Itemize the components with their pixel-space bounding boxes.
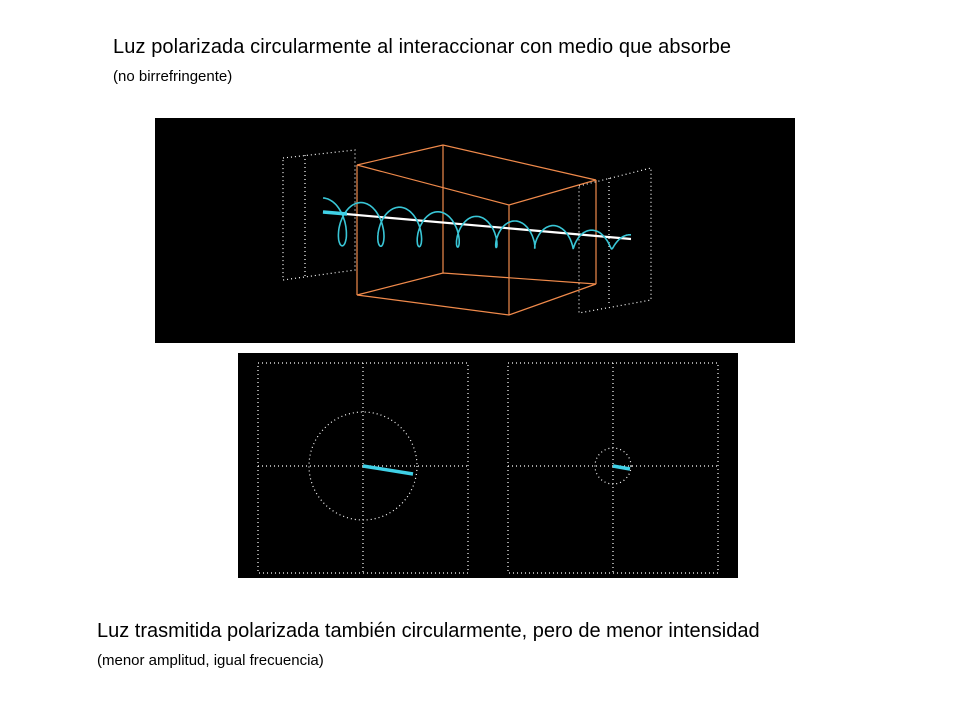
- slide-subcaption: (menor amplitud, igual frecuencia): [97, 652, 324, 669]
- absorbing-medium-3d-view: [155, 118, 795, 343]
- slide-subtitle: (no birrefringente): [113, 68, 233, 85]
- medium-diagram-svg: [155, 118, 795, 343]
- output-field-vector-head-on: [613, 466, 630, 469]
- absorbing-medium-cube: [357, 145, 596, 315]
- output-plane-frame: [579, 168, 651, 313]
- slide-title: Luz polarizada circularmente al interaccionar con medio que absorbe: [113, 36, 732, 58]
- polarization-comparison-panel: [238, 353, 738, 578]
- input-field-vector: [323, 212, 347, 214]
- polarization-circles-svg: [238, 353, 738, 578]
- circular-polarization-helix: [323, 198, 631, 249]
- slide-caption: Luz trasmitida polarizada también circularmente, pero de menor intensidad: [97, 620, 760, 642]
- input-field-vector-head-on: [363, 466, 413, 474]
